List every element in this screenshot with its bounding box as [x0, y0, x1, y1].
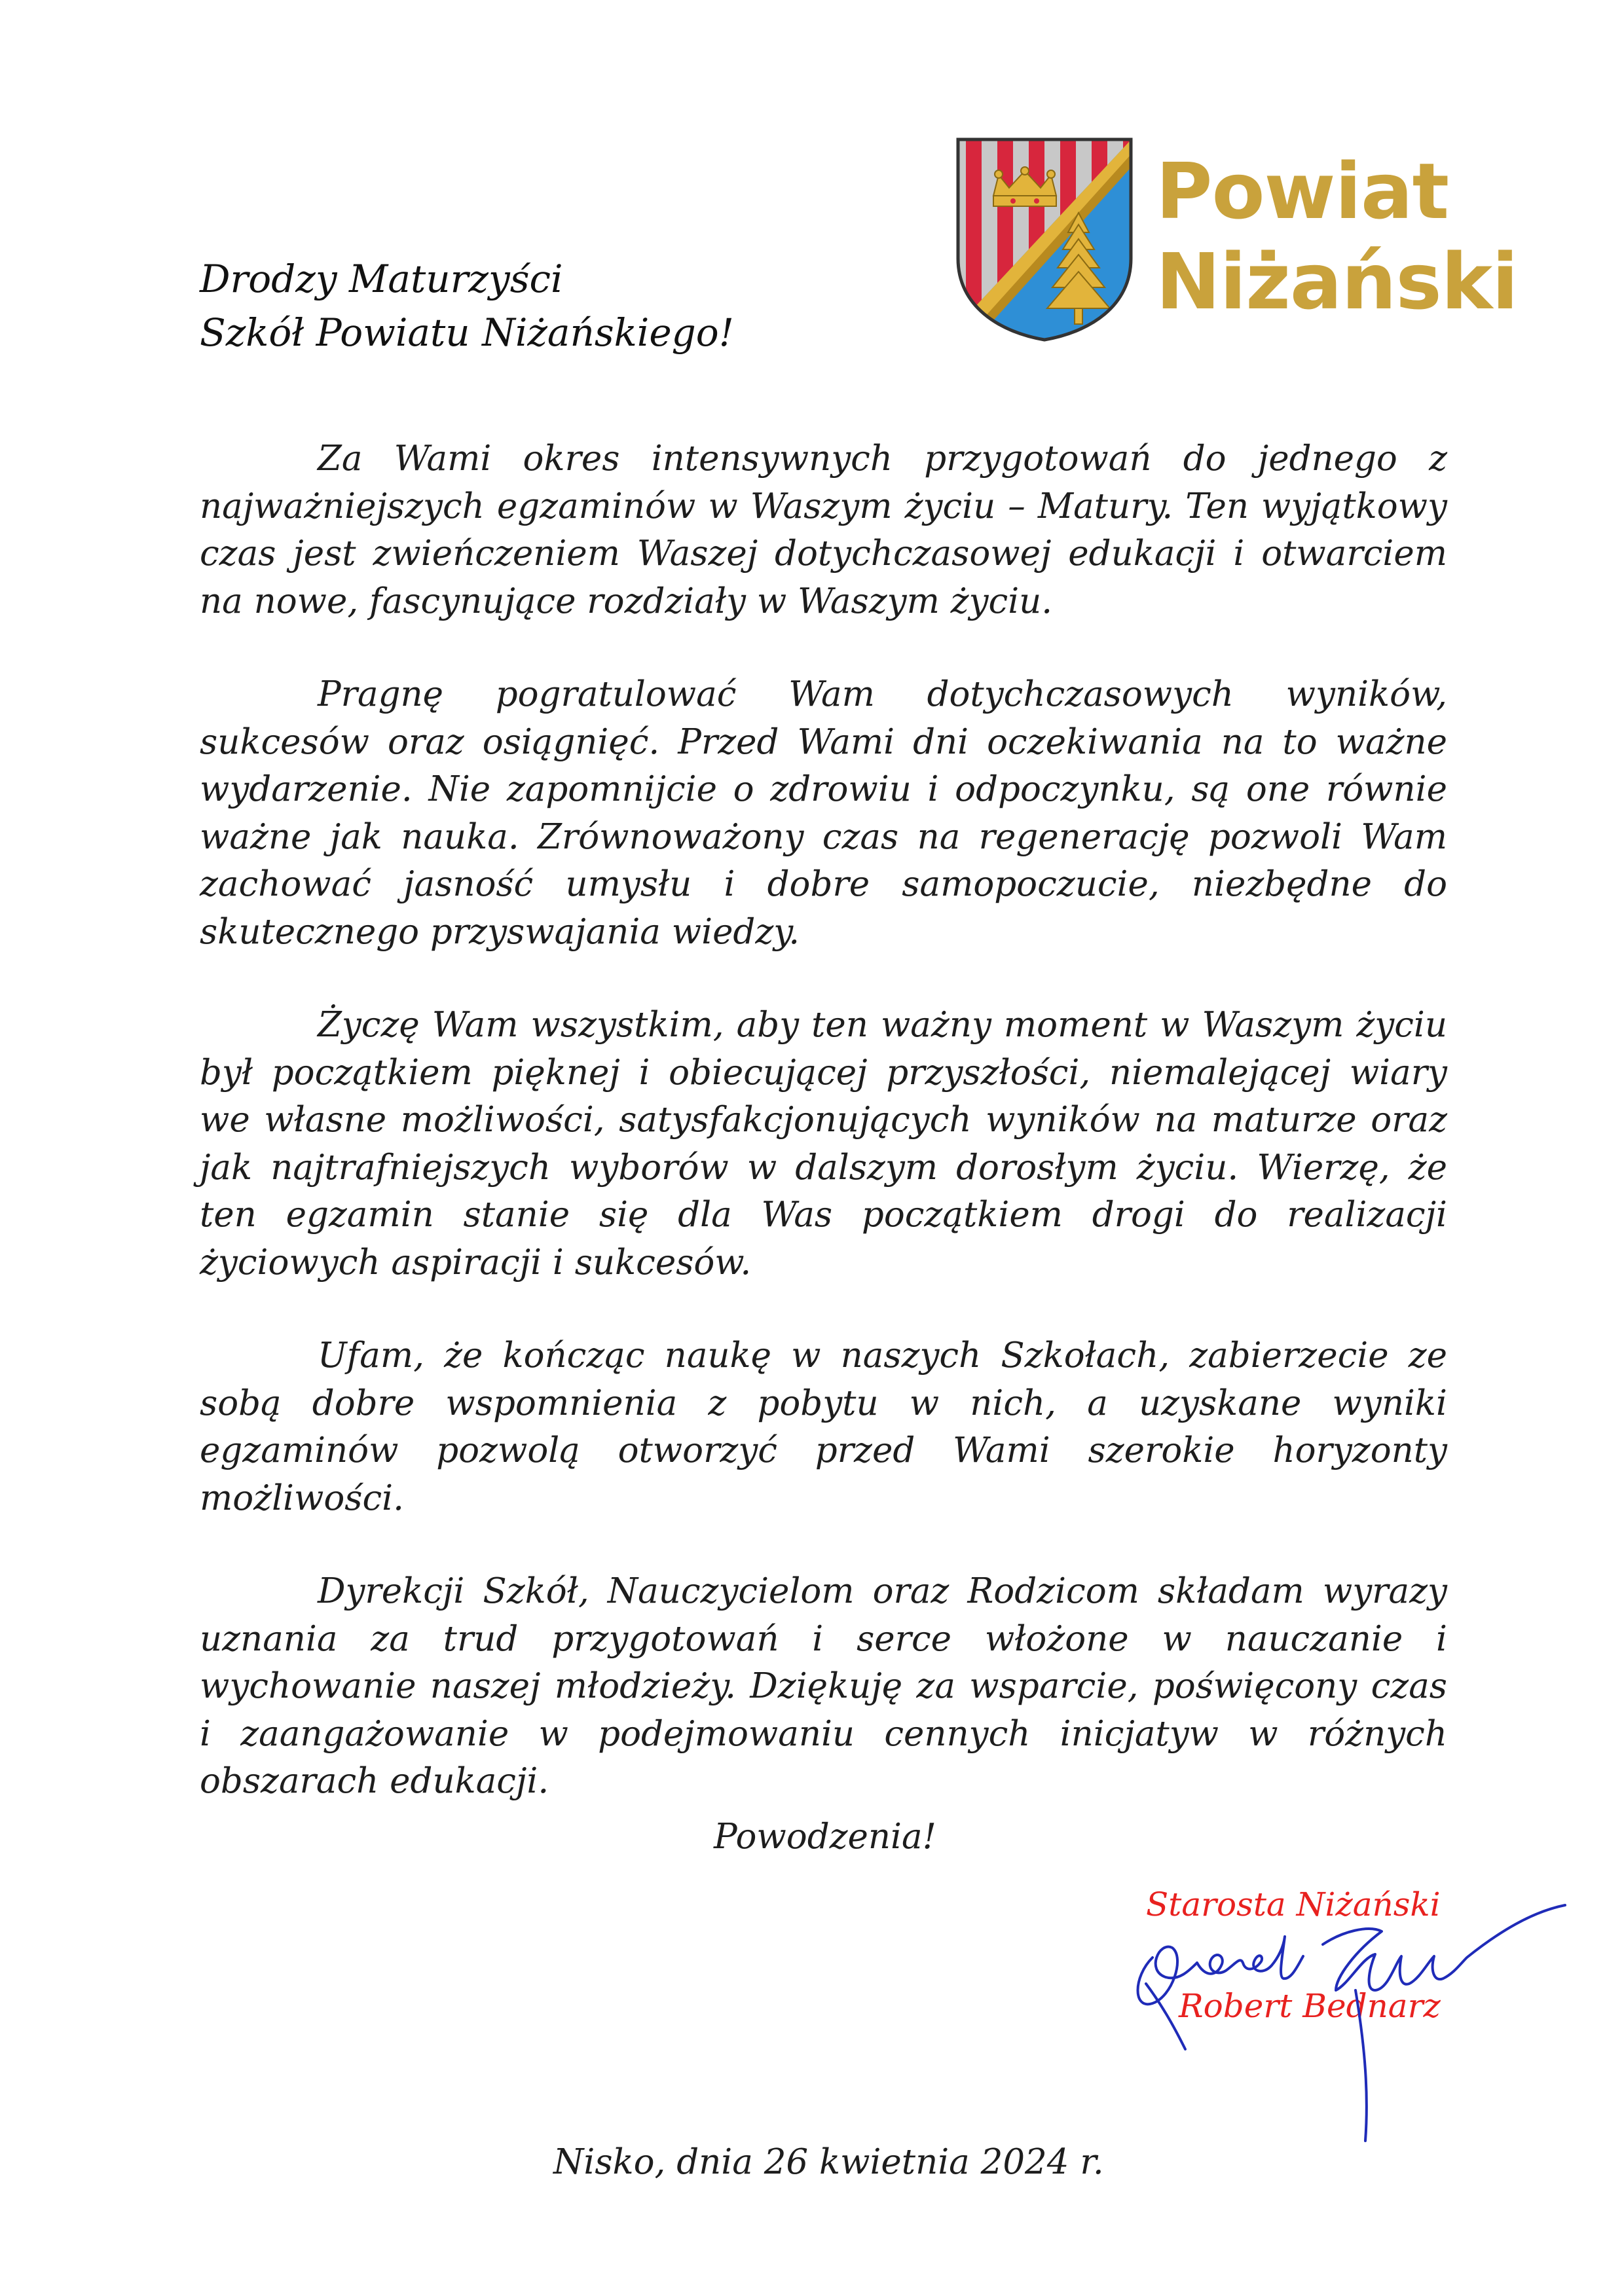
paragraph-4: Ufam, że kończąc naukę w naszych Szkołach, zabierzecie ze sobą dobre wspomnienia z pobytu w nich, a uzyskane wyniki egzaminów pozwolą otworzyć przed Wami szerokie horyzonty możliwości.: [200, 1336, 1447, 1518]
paragraph-2: Pragnę pogratulować Wam dotychczasowych wyników, sukcesów oraz osiągnięć. Przed Wami dni oczekiwania na to ważne wydarzenie. Nie zapomnijcie o zdrowiu i odpoczynku, są one równie ważne jak nauka. Zrównoważony czas na regenerację pozwoli Wam zachować jasność umysłu i dobre samopoczucie, niezbędne do skutecznego przyswajania wiedzy.: [200, 674, 1447, 952]
greeting-line-1: Drodzy Maturzyści: [200, 257, 563, 301]
greeting-line-2: Szkół Powiatu Niżańskiego!: [200, 310, 734, 355]
closing-line: Powodzenia!: [714, 1817, 936, 1857]
coat-of-arms-icon: [953, 134, 1136, 344]
signatory-title: Starosta Niżański: [1146, 1886, 1441, 1923]
signature-block: [1126, 1879, 1467, 2154]
letter-body: [200, 435, 1447, 1851]
paragraph-3: Życzę Wam wszystkim, aby ten ważny moment w Waszym życiu był początkiem pięknej i obiecującej przyszłości, niemalejącej wiary we własne możliwości, satysfakcjonujących wyników na maturze oraz jak najtrafniejszych wyborów w dalszym dorosłym życiu. Wierzę, że ten egzamin stanie się dla Was początkiem drogi do realizacji życiowych aspiracji i sukcesów.: [200, 1005, 1447, 1283]
greeting: [200, 252, 734, 359]
powiat-logo: [953, 134, 1518, 344]
paragraph-1: Za Wami okres intensywnych przygotowań do jednego z najważniejszych egzaminów w Waszym życiu – Matury. Ten wyjątkowy czas jest zwieńczeniem Waszej dotychczasowej edukacji i otwarciem na nowe, fascynujące rozdziały w Waszym życiu.: [200, 439, 1447, 621]
handwritten-signature-icon: [1107, 1879, 1578, 2154]
place-and-date: Nisko, dnia 26 kwietnia 2024 r.: [553, 2142, 1104, 2182]
signatory-name: Robert Bednarz: [1179, 1987, 1441, 2025]
paragraph-5: Dyrekcji Szkół, Nauczycielom oraz Rodzicom składam wyrazy uznania za trud przygotowań i serce włożone w nauczanie i wychowanie naszej młodzieży. Dziękuję za wsparcie, poświęcony czas i zaangażowanie w podejmowaniu cennych inicjatyw w różnych obszarach edukacji.: [200, 1571, 1447, 1801]
brand-line-2: Niżański: [1156, 236, 1518, 327]
brand-line-1: Powiat: [1156, 146, 1449, 236]
brand-wordmark: [1156, 146, 1518, 327]
